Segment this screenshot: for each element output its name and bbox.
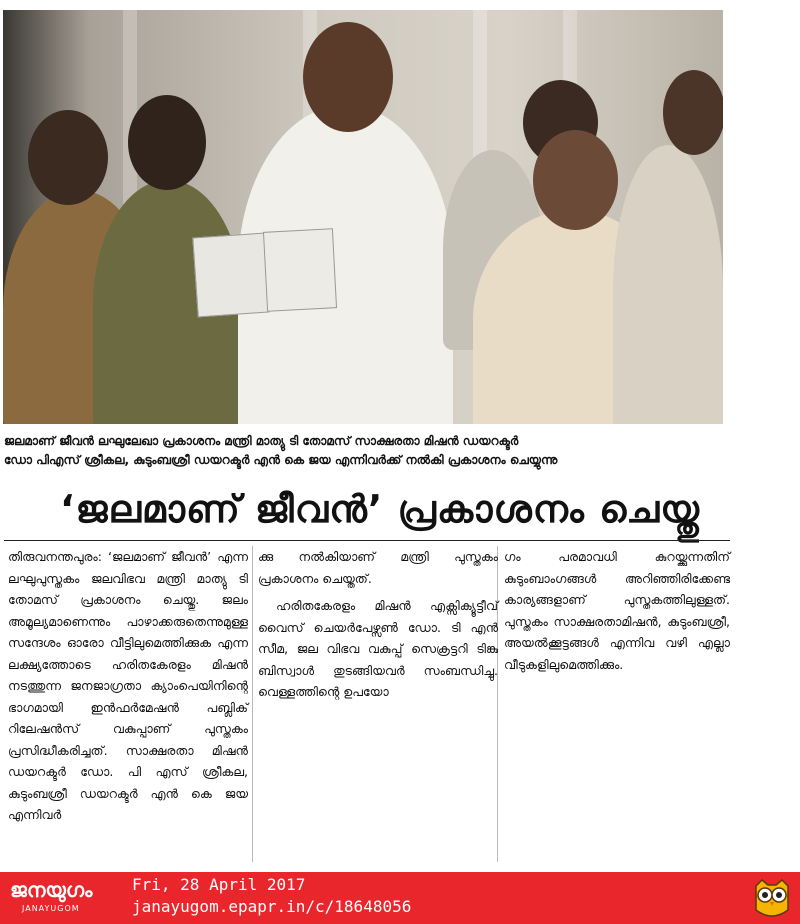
caption-line-2: ഡോ പിഎസ് ശ്രീകല, കുടുംബശ്രീ ഡയറക്ടർ എൻ കെ ജയ എന്നിവർക്ക് നൽകി പ്രകാശനം ചെയ്യുന്നു — [4, 453, 558, 467]
article-column-1 — [8, 546, 248, 832]
article-paragraph: ഹരിതകേരളം മിഷൻ എക്സിക്യൂട്ടീവ് വൈസ് ചെയർപേഴ്സൺ ഡോ. ടി എൻ സീമ, ജല വിഭവ വകുപ്പ് സെക്രട്ടറി ടിങ്കു ബിസ്വാൾ തുടങ്ങിയവർ സംബന്ധിച്ചു. വെള്ളത്തിന്റെ ഉപയോ — [258, 598, 498, 699]
article-paragraph: ഗം പരമാവധി കുറയ്ക്കുന്നതിന് കുടുംബാംഗങ്ങൾ അറിഞ്ഞിരിക്കേണ്ട കാര്യങ്ങളാണ് പുസ്തകത്തിലുള്ളത്. പുസ്തകം സാക്ഷരതാമിഷൻ, കുടുംബശ്രീ, അയൽക്കൂട്ടങ്ങൾ എന്നിവ വഴി എല്ലാ വീടുകളിലുമെത്തിക്കും. — [504, 549, 730, 672]
booklet-right — [263, 228, 337, 312]
booklet-left — [192, 233, 269, 318]
headline: ‘ജലമാണ് ജീവൻ’ പ്രകാശനം ചെയ്തു — [60, 487, 700, 531]
column-divider-1 — [252, 546, 253, 862]
caption-line-1: ജലമാണ് ജീവൻ ലഘുലേഖാ പ്രകാശനം മന്ത്രി മാത്യു ടി തോമസ് സാക്ഷരതാ മിഷൻ ഡയറക്ടർ — [4, 434, 519, 448]
logo-subtitle: JANAYUGOM — [22, 904, 80, 913]
article-paragraph: ക്കു നൽകിയാണ് മന്ത്രി പുസ്തകം പ്രകാശനം ചെയ്തത്. — [258, 549, 498, 586]
article-column-3 — [504, 546, 730, 681]
publication-date: Fri, 28 April 2017 — [132, 875, 306, 894]
epaper-url[interactable]: janayugom.epapr.in/c/18648056 — [132, 897, 412, 916]
article-column-2 — [258, 546, 498, 709]
news-photo — [3, 10, 723, 424]
headline-rule — [4, 540, 730, 541]
epaper-footer — [0, 872, 800, 924]
photo-caption — [4, 432, 734, 470]
owl-icon — [752, 876, 792, 920]
article-paragraph: തിരുവനന്തപുരം: ‘ജലമാണ് ജീവൻ’ എന്ന ലഘുപുസ്തകം ജലവിഭവ മന്ത്രി മാത്യു ടി തോമസ് പ്രകാശനം ചെയ്തു. ജലം അമൂല്യമാണെന്നും പാഴാക്കരുതെന്നുമുള്ള സന്ദേശം ഓരോ വീട്ടിലുമെത്തിക്കുക എന്ന ലക്ഷ്യത്തോടെ ഹരിതകേരളം മിഷൻ നടത്തുന്ന ജനജാഗ്രതാ ക്യാംപെയിനിന്റെ ഭാഗമായി ഇൻഫർമേഷൻ പബ്ലിക് റിലേഷൻസ് വകുപ്പാണ് പുസ്തകം പ്രസിദ്ധീകരിച്ചത്. സാക്ഷരതാ മിഷൻ ഡയറക്ടർ ഡോ. പി എസ് ശ്രീകല, കുടുംബശ്രീ ഡയറക്ടർ എൻ കെ ജയ എന്നിവർ — [8, 549, 248, 822]
janayugom-logo: ജനയുഗം — [10, 878, 93, 902]
